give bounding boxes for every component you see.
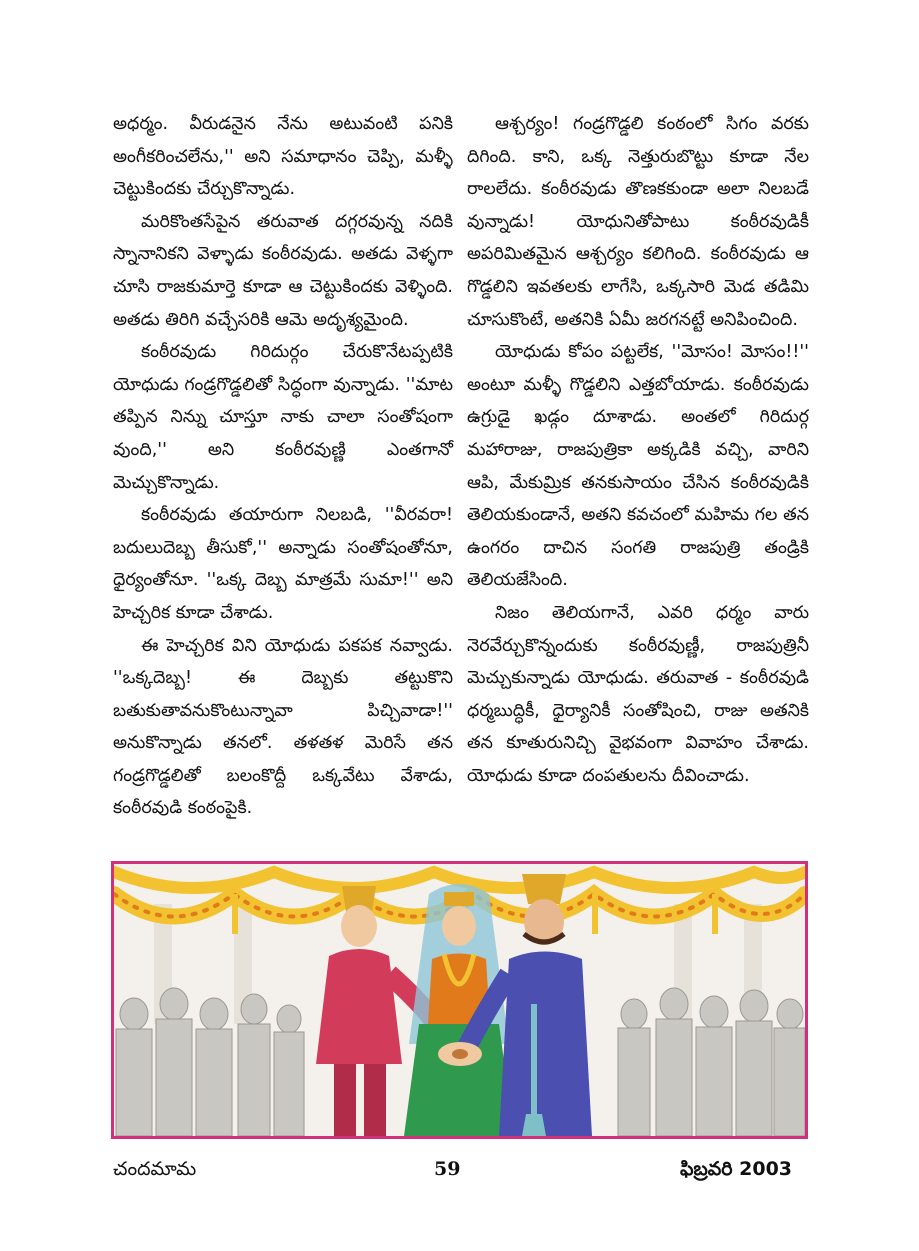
paragraph: మరికొంతసేపైన తరువాత దగ్గరవున్న నదికి స్నానానికని వెళ్ళాడు కంఠీరవుడు. అతడు వెళ్ళగా చూసి రాజకుమార్తె కూడా ఆ చెట్టుకిందకు వెళ్ళింది. అతడు తిరిగి వచ్చేసరికి ఆమె అదృశ్యమైంది. bbox=[113, 211, 453, 330]
paragraph: ఈ హెచ్చరిక విని యోధుడు పకపక నవ్వాడు. ''ఒక్కదెబ్బ! ఈ దెబ్బకు తట్టుకొని బతుకుతావనుకొంటున్నావా పిచ్చివాడా!'' అనుకొన్నాడు తనలో. తళతళ మెరిసే తన గండ్రగొడ్డలితో బలంకొద్దీ ఒక్కవేటు వేశాడు, కంఠీరవుడి కంఠంపైకి. bbox=[113, 635, 453, 819]
text-column-left bbox=[113, 108, 453, 825]
footer-issue-date: ఫిబ్రవరి 2003 bbox=[680, 1158, 793, 1180]
text-column-right bbox=[467, 108, 809, 792]
wedding-scene-drawing bbox=[114, 864, 805, 1136]
paragraph: కంఠీరవుడు తయారుగా నిలబడి, ''వీరవరా! బదులుదెబ్బ తీసుకో,'' అన్నాడు సంతోషంతోనూ, ధైర్యంతోనూ. ''ఒక్క దెబ్బ మాత్రమే సుమా!'' అని హెచ్చరిక కూడా చేశాడు. bbox=[113, 505, 453, 623]
joined-hands bbox=[438, 1042, 482, 1066]
paragraph: అధర్మం. వీరుడనైన నేను అటువంటి పనికి అంగీకరించలేను,'' అని సమాధానం చెప్పి, మళ్ళీ చెట్టుకిందకు చేర్చుకొన్నాడు. bbox=[113, 114, 453, 200]
paragraph: కంఠీరవుడు గిరిదుర్గం చేరుకొనేటప్పటికి యోధుడు గండ్రగొడ్డలితో సిద్ధంగా వున్నాడు. ''మాట తప్పిన నిన్ను చూస్తూ నాకు చాలా సంతోషంగా వుంది,'' అని కంఠీరవుణ్ణి ఎంతగానో మెచ్చుకొన్నాడు. bbox=[113, 342, 453, 493]
crowd-right bbox=[618, 988, 805, 1136]
footer-magazine-name: చందమామ bbox=[113, 1158, 197, 1180]
paragraph: యోధుడు కోపం పట్టలేక, ''మోసం! మోసం!!'' అంటూ మళ్ళీ గొడ్డలిని ఎత్తబోయాడు. కంఠీరవుడు ఉగ్రుడై ఖడ్గం దూశాడు. అంతలో గిరిదుర్గ మహారాజు, రాజపుత్రికా అక్కడికి వచ్చి, వారిని ఆపి, మేకుమ్రిక తనకుసాయం చేసిన కంఠీరవుడికి తెలియకుండానే, అతని కవచంలో మహిమ గల తన ఉంగరం దాచిన సంగతి రాజపుత్రి తండ్రికి తెలియజేసింది. bbox=[467, 342, 809, 591]
paragraph: నిజం తెలియగానే, ఎవరి ధర్మం వారు నెరవేర్చుకొన్నందుకు కంఠీరవుణ్ణీ, రాజపుత్రినీ మెచ్చుకున్నాడు యోధుడు. తరువాత - కంఠీరవుడి ధర్మబుద్ధికీ, ధైర్యానికీ సంతోషించి, రాజు అతనికి తన కూతురునిచ్చి వైభవంగా వివాహం చేశాడు. యోధుడు కూడా దంపతులను దీవించాడు. bbox=[467, 602, 809, 786]
footer-page-number: 59 bbox=[434, 1158, 461, 1180]
paragraph: ఆశ్చర్యం! గండ్రగొడ్డలి కంఠంలో సిగం వరకు దిగింది. కాని, ఒక్క నెత్తురుబొట్టు కూడా నేల రాలలేదు. కంఠీరవుడు తొణకకుండా అలా నిలబడే వున్నాడు! యోధునితోపాటు కంఠీరవుడికీ అపరిమితమైన ఆశ్చర్యం కలిగింది. కంఠీరవుడు ఆ గొడ్డలిని ఇవతలకు లాగేసి, ఒక్కసారి మెడ తడిమి చూసుకొంటే, అతనికి ఏమీ జరగనట్టే అనిపించింది. bbox=[467, 114, 809, 330]
wedding-illustration bbox=[111, 861, 808, 1139]
